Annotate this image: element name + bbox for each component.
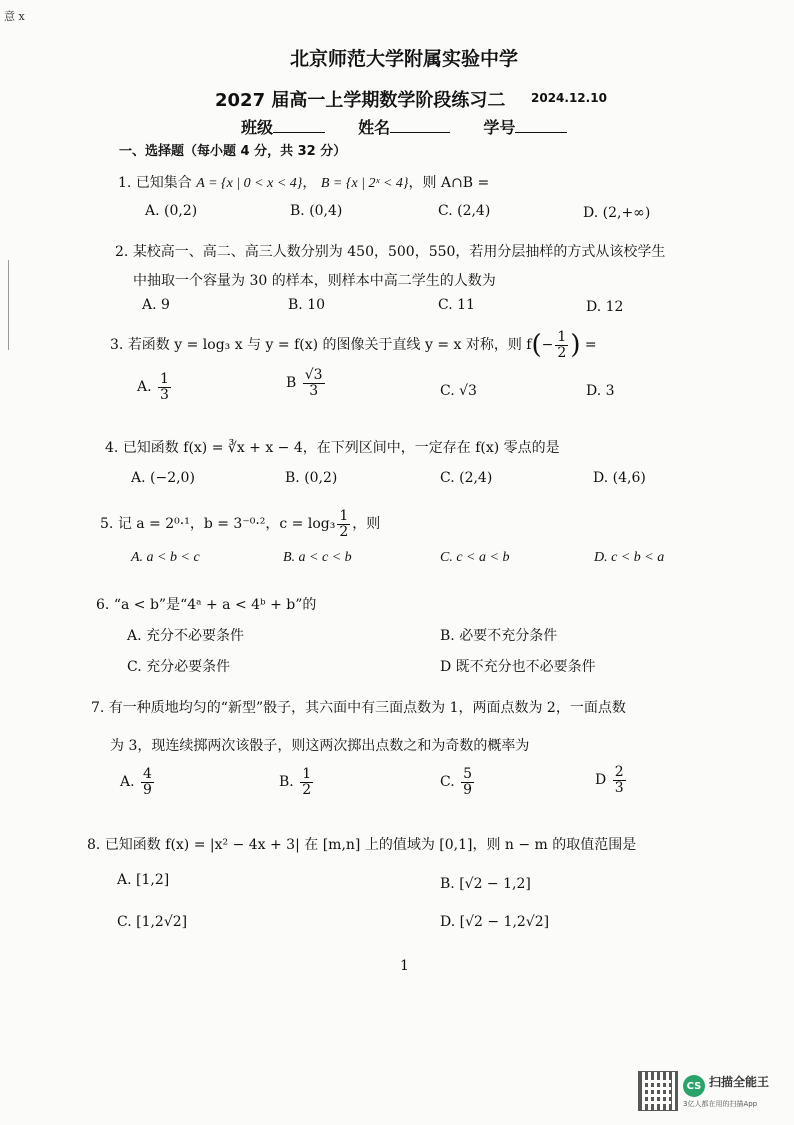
- q1-text: 已知集合: [135, 175, 192, 191]
- qr-code-icon: [638, 1071, 678, 1111]
- q1-set-b: B = {x | 2ˣ < 4}: [320, 176, 409, 191]
- q2-option-a: A. 9: [142, 297, 170, 313]
- info-line: [241, 115, 567, 138]
- q4-option-d: D. (4,6): [593, 470, 646, 486]
- q5-option-c: C. c < a < b: [440, 550, 510, 565]
- q8-option-c: C. [1,2√2]: [117, 914, 188, 930]
- q3-number: 3.: [110, 337, 124, 354]
- q7-option-b: B. $\frac{1}{2}$: [279, 766, 312, 798]
- q8-text: 已知函数 f(x) = |x² − 4x + 3| 在 [m,n] 上的值域为 [0,1]，则 n − m 的取值范围是: [104, 837, 637, 853]
- q2-option-d: D. 12: [586, 299, 624, 315]
- q1-option-d: D. (2,+∞): [583, 205, 651, 221]
- scanner-tagline: 3亿人都在用的扫描App: [683, 1100, 758, 1108]
- q4-option-a: A. (−2,0): [131, 470, 195, 486]
- question-6: [96, 594, 316, 614]
- q1-option-c: C. (2,4): [438, 203, 491, 219]
- q2-option-c: C. 11: [438, 297, 475, 313]
- q8-option-d: D. [√2 − 1,2√2]: [440, 914, 550, 930]
- q6-option-b: B. 必要不充分条件: [440, 628, 558, 644]
- question-4: [105, 437, 560, 457]
- page-number: 1: [400, 958, 409, 974]
- q5-text: 记 a = 2⁰·¹，b = 3⁻⁰·²，c = log₃: [117, 516, 336, 533]
- q4-text: 已知函数 f(x) = ∛x + x − 4，在下列区间中，一定存在 f(x) 零点的是: [122, 440, 560, 456]
- q4-number: 4.: [105, 440, 119, 456]
- q1-option-a: A. (0,2): [145, 203, 198, 219]
- q3-option-b: B $\frac{√3}{3}$: [286, 367, 323, 399]
- q3-option-a: A. $\frac{1}{3}$: [137, 371, 169, 403]
- school-name: 北京师范大学附属实验中学: [290, 48, 519, 70]
- q3-arg-fraction: $\frac{1}{2}$: [557, 329, 567, 361]
- margin-line: [8, 260, 9, 350]
- q7-option-a: A. $\frac{4}{9}$: [120, 766, 152, 798]
- q7-number: 7.: [91, 700, 105, 716]
- q6-number: 6.: [96, 597, 110, 613]
- q7-option-c: C. $\frac{5}{9}$: [440, 766, 473, 798]
- q1-number: 1.: [118, 175, 132, 191]
- question-7: [91, 697, 626, 717]
- q3-option-d: D. 3: [586, 383, 615, 399]
- exam-date: 2024.12.10: [531, 91, 607, 105]
- q2-option-b: B. 10: [288, 297, 326, 313]
- q7-line1: 有一种质地均匀的“新型”骰子，其六面中有三面点数为 1，两面点数为 2，一面点数: [108, 700, 626, 716]
- q4-option-b: B. (0,2): [285, 470, 338, 486]
- q5-option-a: A. a < b < c: [131, 550, 200, 565]
- number-label: 学号: [483, 118, 516, 137]
- class-blank: [273, 118, 325, 133]
- q6-option-d: D 既不充分也不必要条件: [440, 659, 596, 675]
- q8-option-b: B. [√2 − 1,2]: [440, 876, 531, 892]
- q5-fraction: $\frac{1}{2}$: [339, 508, 349, 540]
- scanner-app-name: 扫描全能王: [709, 1075, 770, 1089]
- section-heading: 一、选择题（每小题 4 分，共 32 分）: [119, 144, 347, 159]
- q3-text: 若函数 y = log₃ x 与 y = f(x) 的图像关于直线 y = x 对称，则 f: [127, 337, 532, 354]
- q8-number: 8.: [87, 837, 101, 853]
- q4-option-c: C. (2,4): [440, 470, 493, 486]
- q1-ask: ，则 A∩B =: [408, 175, 490, 191]
- number-blank: [515, 118, 567, 133]
- name-label: 姓名: [358, 118, 391, 137]
- question-5: 5. 记 a = 2⁰·¹，b = 3⁻⁰·²，c = log₃ $\frac{1}{2}$ ，则: [100, 508, 381, 540]
- corner-mark: 意 x: [4, 10, 25, 23]
- exam-title: 2027 届高一上学期数学阶段练习二: [215, 90, 506, 111]
- q2-number: 2.: [115, 244, 129, 260]
- q7-option-d: D $\frac{2}{3}$: [595, 764, 624, 796]
- question-8: [87, 834, 636, 854]
- question-1: 1. 已知集合 A = {x | 0 < x < 4}， B = {x | 2ˣ < 4}，则 A∩B =: [118, 175, 490, 191]
- q2-line2: 中抽取一个容量为 30 的样本，则样本中高二学生的人数为: [133, 273, 496, 289]
- class-label: 班级: [241, 118, 274, 137]
- q5-option-b: B. a < c < b: [283, 550, 352, 565]
- q6-option-c: C. 充分必要条件: [127, 659, 231, 675]
- q6-option-a: A. 充分不必要条件: [127, 628, 245, 644]
- q1-option-b: B. (0,4): [290, 203, 343, 219]
- q2-line1: 某校高一、高二、高三人数分别为 450，500，550，若用分层抽样的方式从该校学生: [132, 244, 666, 260]
- q6-text: “a < b”是“4ᵃ + a < 4ᵇ + b”的: [113, 597, 317, 613]
- q3-option-c: C. √3: [440, 383, 477, 399]
- q1-set-a: A = {x | 0 < x < 4}: [196, 176, 303, 191]
- q7-line2: 为 3，现连续掷两次该骰子，则这两次掷出点数之和为奇数的概率为: [110, 738, 530, 754]
- name-blank: [390, 118, 450, 133]
- q8-option-a: A. [1,2]: [117, 872, 170, 888]
- q5-option-d: D. c < b < a: [594, 550, 665, 565]
- camscanner-logo: CS: [683, 1075, 705, 1097]
- question-3: 3. 若函数 y = log₃ x 与 y = f(x) 的图像关于直线 y = x 对称，则 f(− $\frac{1}{2}$ ) =: [110, 329, 597, 361]
- question-2: [115, 241, 665, 261]
- q5-number: 5.: [100, 516, 114, 533]
